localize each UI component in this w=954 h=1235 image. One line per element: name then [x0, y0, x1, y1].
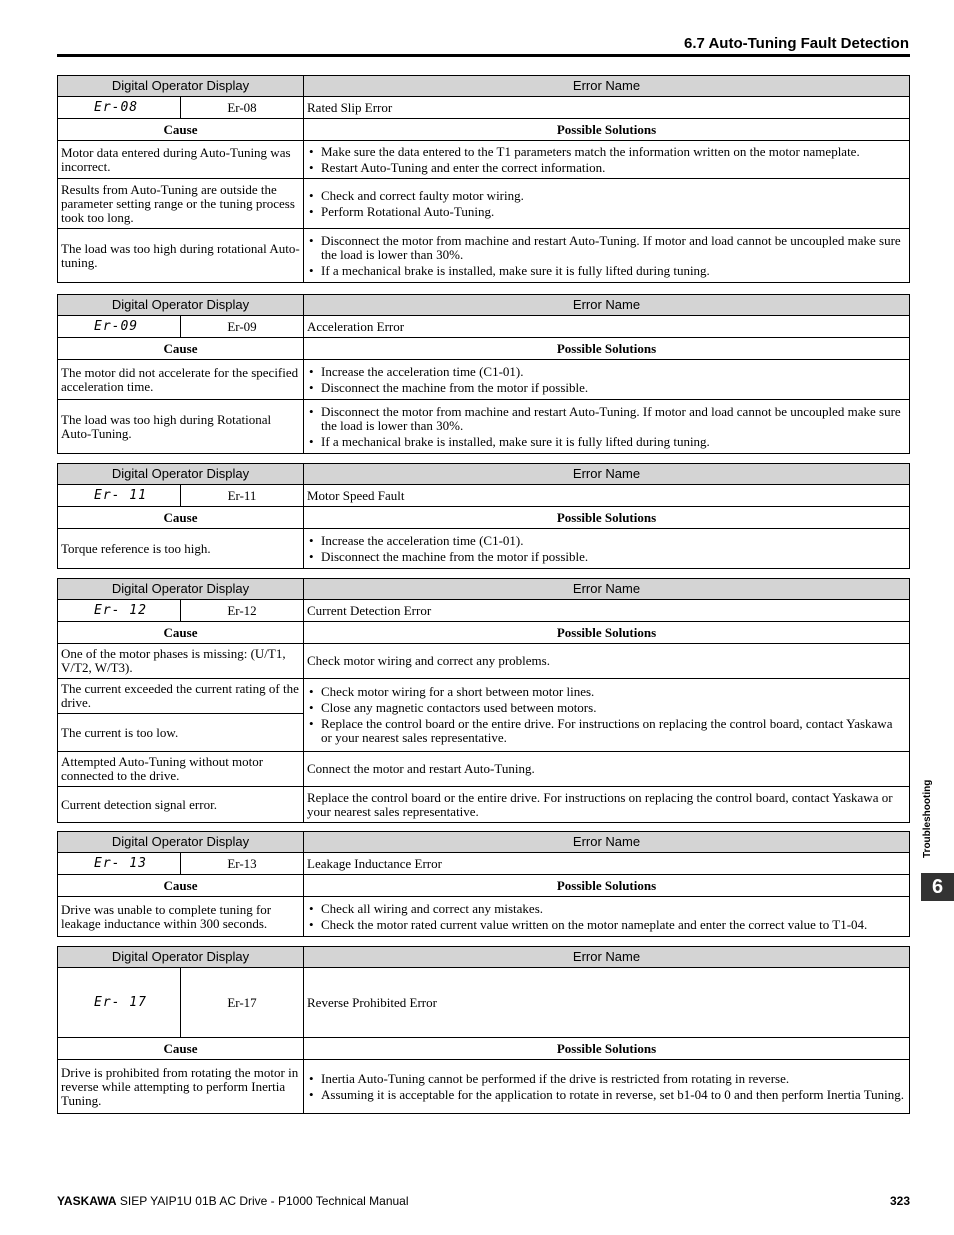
display-header: Digital Operator Display [58, 947, 304, 968]
error-name-header: Error Name [304, 579, 910, 600]
fault-table-er17 [57, 946, 910, 1114]
segment-display: Er- 12 [58, 600, 181, 622]
solution-item: • Increase the acceleration time (C1-01). [307, 365, 906, 379]
fault-table-er08 [57, 75, 910, 283]
solution-cell [304, 400, 910, 454]
solution-item: • Make sure the data entered to the T1 parameters match the information written on the motor nameplate. [307, 145, 906, 159]
solution-item: • If a mechanical brake is installed, make sure it is fully lifted during tuning. [307, 264, 906, 278]
fault-table-er12 [57, 578, 910, 823]
chapter-tab: 6 [921, 873, 954, 901]
display-header: Digital Operator Display [58, 832, 304, 853]
error-name-header: Error Name [304, 947, 910, 968]
cause-text: Attempted Auto-Tuning without motor connected to the drive. [58, 752, 304, 787]
solution-cell [304, 1060, 910, 1114]
cause-text: Current detection signal error. [58, 787, 304, 823]
solutions-header: Possible Solutions [304, 1038, 910, 1060]
solution-item: • Disconnect the motor from machine and restart Auto-Tuning. If motor and load cannot be uncoupled make sure the load is lower than 30%. [307, 405, 906, 433]
fault-table-er13 [57, 831, 910, 937]
fault-code: Er-12 [181, 600, 304, 622]
fault-name: Acceleration Error [304, 316, 910, 338]
solution-item: • Check all wiring and correct any mistakes. [307, 902, 906, 916]
solution-item: • Assuming it is acceptable for the application to rotate in reverse, set b1-04 to 0 and then perform Inertia Tuning. [307, 1088, 906, 1102]
solution-item: • Disconnect the machine from the motor if possible. [307, 550, 906, 564]
segment-display: Er- 17 [58, 968, 181, 1038]
fault-code: Er-17 [181, 968, 304, 1038]
segment-display: Er- 13 [58, 853, 181, 875]
solution-item: • If a mechanical brake is installed, make sure it is fully lifted during tuning. [307, 435, 906, 449]
footer [57, 1194, 409, 1208]
solutions-header: Possible Solutions [304, 338, 910, 360]
fault-code: Er-09 [181, 316, 304, 338]
error-name-header: Error Name [304, 464, 910, 485]
solution-text: Check motor wiring and correct any problems. [304, 644, 910, 679]
solution-item: • Restart Auto-Tuning and enter the correct information. [307, 161, 906, 175]
solution-item: • Disconnect the motor from machine and restart Auto-Tuning. If motor and load cannot be uncoupled make sure the load is lower than 30%. [307, 234, 906, 262]
display-header: Digital Operator Display [58, 76, 304, 97]
solutions-header: Possible Solutions [304, 119, 910, 141]
fault-name: Leakage Inductance Error [304, 853, 910, 875]
manual-title: SIEP YAIP1U 01B AC Drive - P1000 Technical Manual [119, 1194, 409, 1208]
segment-display: Er- 11 [58, 485, 181, 507]
solutions-header: Possible Solutions [304, 875, 910, 897]
solutions-header: Possible Solutions [304, 622, 910, 644]
cause-text: One of the motor phases is missing: (U/T1, V/T2, W/T3). [58, 644, 304, 679]
solution-text: Connect the motor and restart Auto-Tuning. [304, 752, 910, 787]
fault-name: Rated Slip Error [304, 97, 910, 119]
fault-name: Reverse Prohibited Error [304, 968, 910, 1038]
solution-cell [304, 679, 910, 752]
solution-text: Replace the control board or the entire drive. For instructions on replacing the control board, contact Yaskawa or your nearest sales representative. [304, 787, 910, 823]
cause-header: Cause [58, 622, 304, 644]
error-name-header: Error Name [304, 76, 910, 97]
solution-item: • Replace the control board or the entire drive. For instructions on replacing the control board, contact Yaskawa or your nearest sales representative. [307, 717, 906, 745]
cause-header: Cause [58, 875, 304, 897]
segment-display: Er-09 [58, 316, 181, 338]
solution-cell [304, 529, 910, 569]
solution-cell [304, 179, 910, 229]
section-side-label: Troubleshooting [922, 779, 933, 858]
fault-code: Er-11 [181, 485, 304, 507]
cause-text: The current is too low. [58, 714, 304, 752]
solution-cell [304, 229, 910, 283]
fault-code: Er-13 [181, 853, 304, 875]
fault-name: Motor Speed Fault [304, 485, 910, 507]
fault-name: Current Detection Error [304, 600, 910, 622]
segment-display: Er-08 [58, 97, 181, 119]
solution-cell [304, 141, 910, 179]
solution-item: • Close any magnetic contactors used between motors. [307, 701, 906, 715]
solution-item: • Check the motor rated current value written on the motor nameplate and enter the correct value to T1-04. [307, 918, 906, 932]
solution-cell [304, 360, 910, 400]
brand-name: YASKAWA [57, 1194, 117, 1208]
solutions-header: Possible Solutions [304, 507, 910, 529]
display-header: Digital Operator Display [58, 295, 304, 316]
header-rule [57, 54, 910, 57]
cause-header: Cause [58, 338, 304, 360]
solution-item: • Inertia Auto-Tuning cannot be performed if the drive is restricted from rotating in reverse. [307, 1072, 906, 1086]
cause-header: Cause [58, 507, 304, 529]
cause-text: The load was too high during rotational Auto-tuning. [58, 229, 304, 283]
solution-cell [304, 897, 910, 937]
cause-text: Results from Auto-Tuning are outside the parameter setting range or the tuning process took too long. [58, 179, 304, 229]
cause-header: Cause [58, 1038, 304, 1060]
cause-header: Cause [58, 119, 304, 141]
solution-item: • Perform Rotational Auto-Tuning. [307, 205, 906, 219]
error-name-header: Error Name [304, 295, 910, 316]
solution-item: • Disconnect the machine from the motor if possible. [307, 381, 906, 395]
fault-table-er11 [57, 463, 910, 569]
cause-text: The current exceeded the current rating of the drive. [58, 679, 304, 714]
cause-text: Torque reference is too high. [58, 529, 304, 569]
page-number: 323 [889, 1194, 910, 1208]
cause-text: The motor did not accelerate for the specified acceleration time. [58, 360, 304, 400]
fault-table-er09 [57, 294, 910, 454]
error-name-header: Error Name [304, 832, 910, 853]
display-header: Digital Operator Display [58, 464, 304, 485]
cause-text: Drive was unable to complete tuning for leakage inductance within 300 seconds. [58, 897, 304, 937]
fault-code: Er-08 [181, 97, 304, 119]
display-header: Digital Operator Display [58, 579, 304, 600]
page-section-title: 6.7 Auto-Tuning Fault Detection [684, 35, 909, 52]
cause-text: Drive is prohibited from rotating the motor in reverse while attempting to perform Inertia Tuning. [58, 1060, 304, 1114]
solution-item: • Check and correct faulty motor wiring. [307, 189, 906, 203]
cause-text: Motor data entered during Auto-Tuning was incorrect. [58, 141, 304, 179]
solution-item: • Check motor wiring for a short between motor lines. [307, 685, 906, 699]
solution-item: • Increase the acceleration time (C1-01). [307, 534, 906, 548]
cause-text: The load was too high during Rotational Auto-Tuning. [58, 400, 304, 454]
